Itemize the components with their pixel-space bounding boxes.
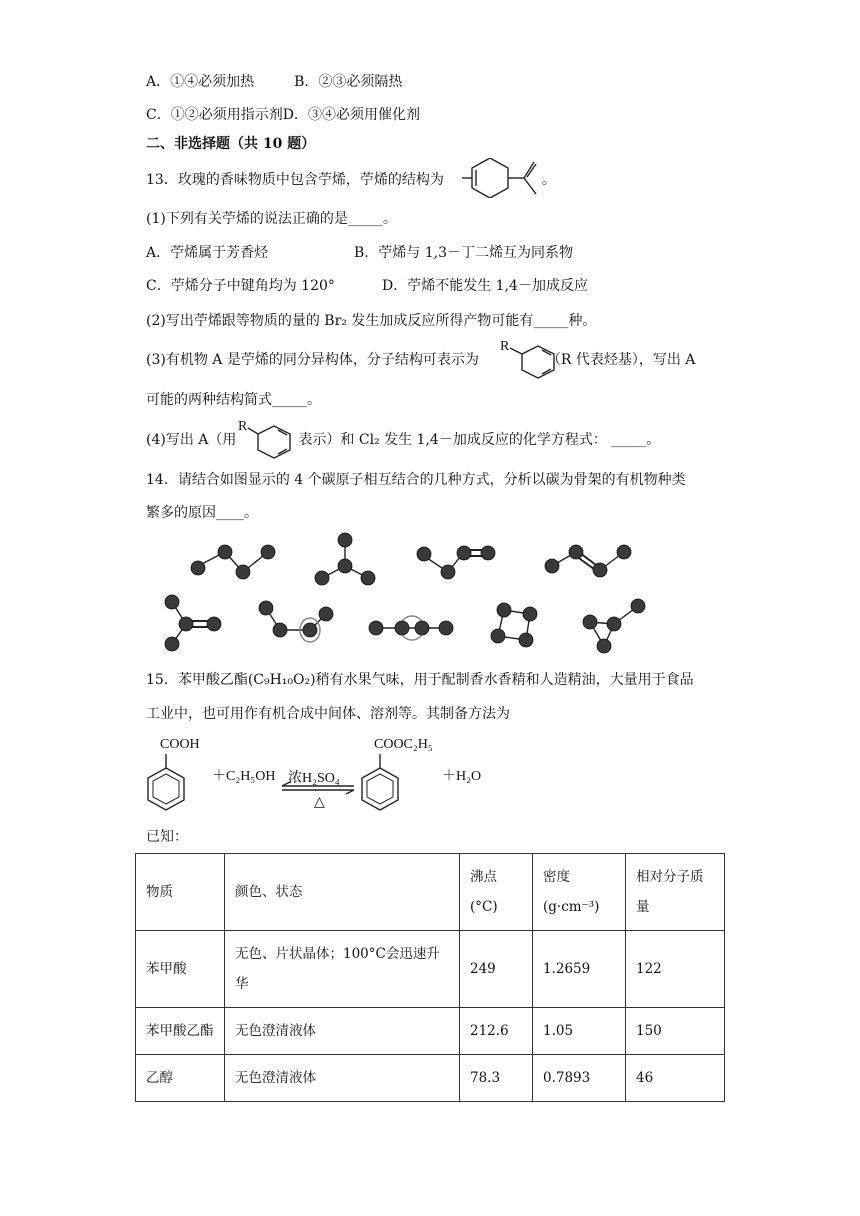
model-linear-triple-bond [369,616,453,640]
r-cyclohexadiene-icon [498,336,568,384]
q13-option-b: B．苧烯与 1,3－丁二烯互为同系物 [354,245,574,261]
plus-ethanol: ＋C₂H₅OH [212,769,276,784]
q13-option-d: D．苧烯不能发生 1,4－加成反应 [382,278,588,294]
q14-line1: 14．请结合如图显示的 4 个碳原子相互结合的几种方式，分析以碳为骨架的有机物种类 [146,472,686,488]
option-12-a: A．①④必须加热 [146,74,255,90]
limonene-structure-icon [462,158,562,198]
heat-condition: △ [314,795,325,810]
q13-options-row1 [146,243,573,263]
cell: 0.7893 [533,1055,626,1102]
th-molar-mass: 相对分子质量 [626,854,725,931]
model-branched [315,533,375,585]
model-straight-chain [191,545,275,579]
q13-option-c: C．苧烯分子中键角均为 120° [146,278,335,294]
model-triple-bond-chain [259,601,333,642]
model-methylcyclopropane [583,599,645,653]
q13-part3-text: (3)有机物 A 是苧烯的同分异构体，分子结构可表示为 [146,352,479,368]
q13-part1: (1)下列有关苧烯的说法正确的是_____。 [146,211,397,227]
q13-options-row2 [146,276,588,296]
model-branched-double-bond [165,595,221,651]
cell: 苯甲酸乙酯 [136,1008,225,1055]
reactant-cooh-label: COOH [160,737,200,752]
known-label: 已知： [146,829,188,845]
cell: 1.05 [533,1008,626,1055]
q13-part4-end: 表示）和 Cl₂ 发生 1,4－加成反应的化学方程式： _____。 [298,432,661,448]
model-internal-double-bond [545,545,631,577]
th-substance: 物质 [136,854,225,931]
cell: 无色、片状晶体；100°C会迅速升华 [225,931,460,1008]
option-12-row-2 [146,105,420,125]
cell: 249 [460,931,533,1008]
q13-option-a: A．苧烯属于芳香烃 [146,245,269,261]
plus-water: ＋H₂O [442,769,482,784]
cell: 1.2659 [533,931,626,1008]
properties-table [135,853,725,1102]
table-row [136,1008,725,1055]
table-row [136,1055,725,1102]
th-density: 密度(g·cm⁻³) [533,854,626,931]
model-cyclobutane [491,603,537,647]
model-chain-double-bond [417,546,495,579]
cell: 乙醇 [136,1055,225,1102]
esterification-equation [140,730,520,820]
option-12-row-1 [146,72,402,92]
cell: 122 [626,931,725,1008]
q14-line2: 繁多的原因____。 [146,505,258,521]
q13-part3 [146,350,695,370]
cell: 46 [626,1055,725,1102]
q13-part3-line2: 可能的两种结构简式_____。 [146,392,321,408]
th-color-state: 颜色、状态 [225,854,460,931]
q13-part4-text: (4)写出 A（用 [146,432,237,448]
table-header-row [136,854,725,931]
option-12-b: B．②③必须隔热 [294,74,403,90]
option-12-c: C．①②必须用指示剂 [146,107,283,123]
product-cooet-label: COOC₂H₅ [374,737,433,752]
q15-line2: 工业中，也可用作有机合成中间体、溶剂等。其制备方法为 [146,706,510,722]
q13-stem-end: 。 [541,172,556,188]
q13-part3-end: （R 代表烃基），写出 A [546,352,696,368]
cell: 无色澄清液体 [225,1055,460,1102]
r-label-2: R [238,419,248,434]
section-title: 二、非选择题（共 10 题） [146,136,316,152]
q15-line1: 15．苯甲酸乙酯(C₉H₁₀O₂)稍有水果气味，用于配制香水香精和人造精油，大量用于食品 [146,672,694,688]
cell: 150 [626,1008,725,1055]
r-cyclohexadiene-icon-2 [236,416,302,464]
q13-stem-text: 13．玫瑰的香味物质中包含苧烯，苧烯的结构为 [146,172,444,188]
cell: 212.6 [460,1008,533,1055]
table-row [136,931,725,1008]
th-boiling-point: 沸点(°C) [460,854,533,931]
option-12-d: D．③④必须用催化剂 [282,107,420,123]
r-label: R [500,339,510,354]
carbon-skeleton-models-figure [150,530,670,660]
q13-part2: (2)写出苧烯跟等物质的量的 Br₂ 发生加成反应所得产物可能有_____种。 [146,313,597,329]
cell: 无色澄清液体 [225,1008,460,1055]
catalyst-label: 浓H₂SO₄ [288,771,340,786]
cell: 78.3 [460,1055,533,1102]
cell: 苯甲酸 [136,931,225,1008]
q13-part4 [146,430,660,450]
